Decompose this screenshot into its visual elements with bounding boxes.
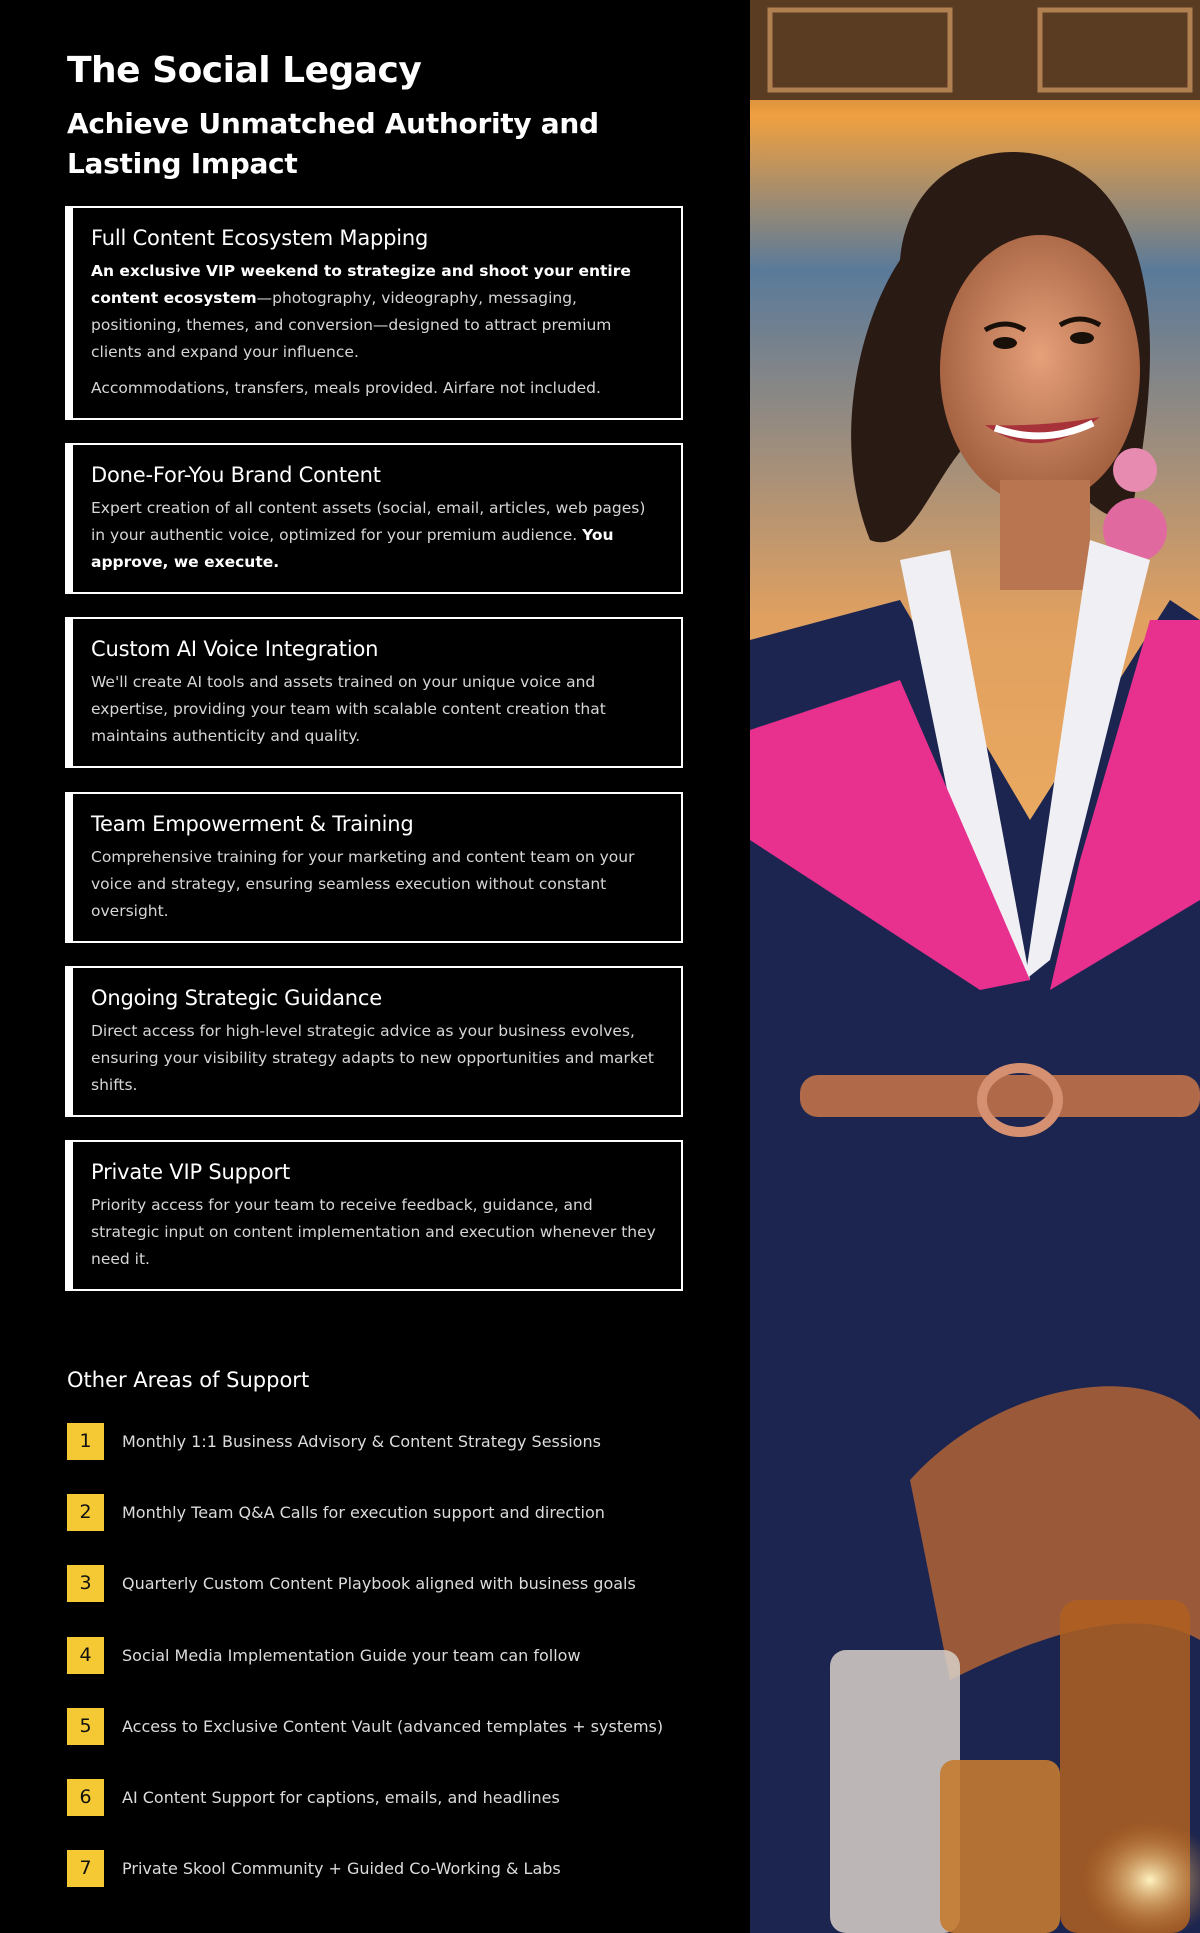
support-list-item [67, 1849, 561, 1887]
support-list-item [67, 1778, 560, 1816]
number-badge: 2 [67, 1494, 104, 1531]
card-body-text: Expert creation of all content assets (social, email, articles, web pages) in your authentic voice, optimized for your premium audience. [91, 499, 646, 544]
portrait-illustration [750, 0, 1200, 1933]
number-badge: 5 [67, 1708, 104, 1745]
number-badge: 4 [67, 1637, 104, 1674]
card-title: Team Empowerment & Training [91, 812, 414, 836]
card-body: Comprehensive training for your marketing and content team on your voice and strategy, ensuring seamless execution without constant oversight. [91, 848, 635, 920]
card-ai-voice [65, 617, 683, 768]
support-item-text: Social Media Implementation Guide your team can follow [122, 1645, 581, 1665]
card-body [91, 495, 663, 576]
card-body-text: —photography, videography, messaging, positioning, themes, and conversion—designed to attract premium clients and expand your influence. [91, 289, 612, 361]
card-content-ecosystem [65, 206, 683, 420]
support-list-item [67, 1493, 605, 1531]
support-item-text: Quarterly Custom Content Playbook aligned with business goals [122, 1573, 636, 1593]
support-list-item [67, 1636, 581, 1674]
number-badge: 6 [67, 1779, 104, 1816]
card-title: Done-For-You Brand Content [91, 463, 381, 487]
number-badge: 7 [67, 1850, 104, 1887]
card-title: Full Content Ecosystem Mapping [91, 226, 429, 250]
card-title: Ongoing Strategic Guidance [91, 986, 382, 1010]
support-item-text: AI Content Support for captions, emails, and headlines [122, 1787, 560, 1807]
hero-portrait-image [750, 0, 1200, 1933]
card-note: Accommodations, transfers, meals provided. Airfare not included. [91, 379, 601, 397]
card-bold-lead: An exclusive VIP weekend to strategize and shoot your entire content ecosystem [91, 262, 631, 307]
support-item-text: Access to Exclusive Content Vault (advanced templates + systems) [122, 1716, 664, 1736]
card-body [91, 258, 663, 366]
support-item-text: Monthly 1:1 Business Advisory & Content Strategy Sessions [122, 1431, 601, 1451]
support-list-item [67, 1422, 601, 1460]
card-body: Priority access for your team to receive feedback, guidance, and strategic input on content implementation and execution whenever they need it. [91, 1196, 656, 1268]
support-list-item [67, 1564, 636, 1602]
card-vip-support [65, 1140, 683, 1291]
number-badge: 1 [67, 1423, 104, 1460]
support-section-title: Other Areas of Support [67, 1368, 310, 1392]
card-team-training [65, 792, 683, 943]
card-body: We'll create AI tools and assets trained on your unique voice and expertise, providing your team with scalable content creation that maintains authenticity and quality. [91, 673, 606, 745]
card-brand-content [65, 443, 683, 594]
card-body: Direct access for high-level strategic advice as your business evolves, ensuring your visibility strategy adapts to new opportunities and market shifts. [91, 1022, 654, 1094]
support-item-text: Monthly Team Q&A Calls for execution support and direction [122, 1502, 605, 1522]
card-strategic-guidance [65, 966, 683, 1117]
card-bold-tail: You approve, we execute. [91, 526, 614, 571]
card-title: Custom AI Voice Integration [91, 637, 379, 661]
number-badge: 3 [67, 1565, 104, 1602]
tagline: Achieve Unmatched Authority and Lasting Impact [67, 107, 599, 180]
support-item-text: Private Skool Community + Guided Co-Working & Labs [122, 1858, 561, 1878]
support-list-item [67, 1707, 663, 1745]
card-title: Private VIP Support [91, 1160, 291, 1184]
brand-title: The Social Legacy [67, 50, 422, 91]
